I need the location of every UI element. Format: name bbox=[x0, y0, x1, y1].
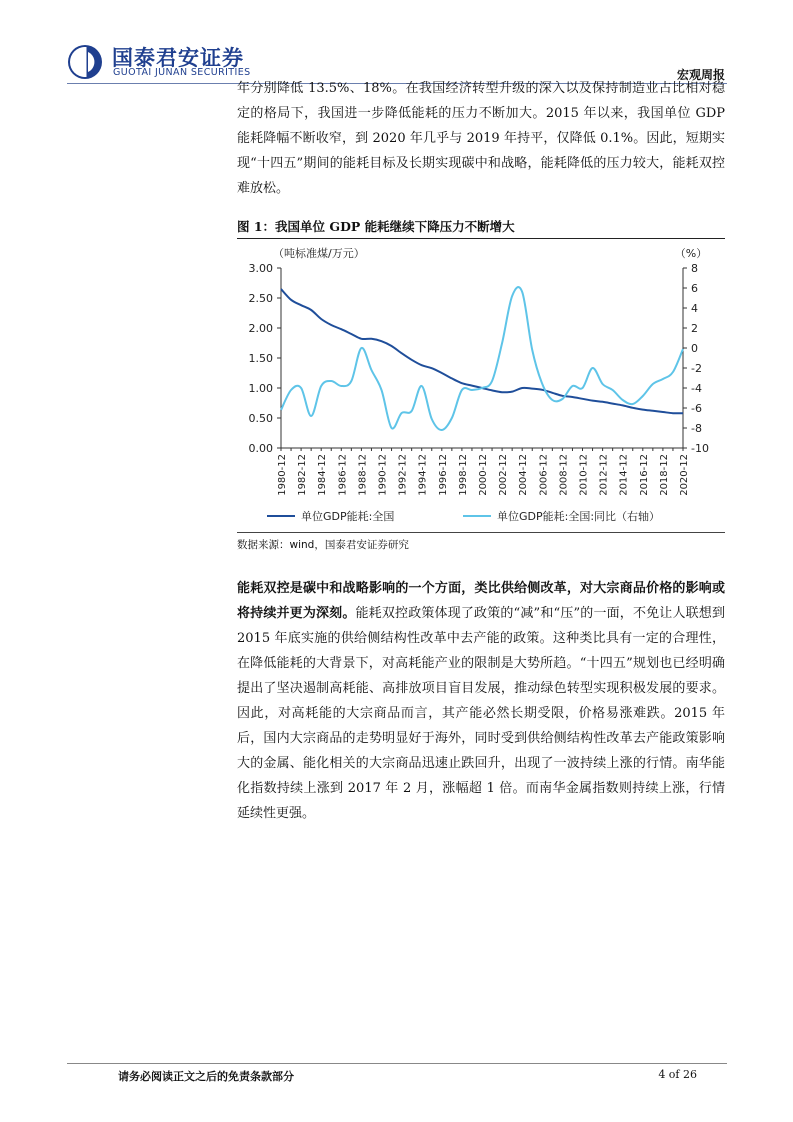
right-tick-label: -8 bbox=[691, 422, 702, 435]
x-tick-label: 1992-12 bbox=[397, 454, 409, 496]
x-tick-label: 1990-12 bbox=[377, 454, 389, 496]
x-tick-label: 1980-12 bbox=[277, 454, 288, 496]
figure-bottom-rule bbox=[237, 532, 725, 533]
legend-label-energy-intensity: 单位GDP能耗:全国 bbox=[301, 510, 395, 523]
x-tick-label: 2006-12 bbox=[538, 454, 550, 496]
figure-top-rule bbox=[237, 238, 725, 239]
x-tick-label: 1996-12 bbox=[437, 454, 449, 496]
body-paragraph-2 bbox=[237, 576, 725, 826]
left-tick-label: 0.50 bbox=[248, 412, 273, 425]
left-tick-label: 2.50 bbox=[248, 292, 273, 305]
x-tick-label: 2002-12 bbox=[498, 454, 510, 496]
chart-legend bbox=[267, 509, 660, 523]
footer-divider bbox=[67, 1063, 727, 1064]
right-tick-label: -10 bbox=[691, 442, 709, 455]
x-tick-label: 2010-12 bbox=[578, 454, 590, 496]
right-tick-label: 8 bbox=[691, 262, 698, 275]
right-tick-label: -2 bbox=[691, 362, 702, 375]
left-tick-label: 2.00 bbox=[248, 322, 273, 335]
x-tick-label: 1982-12 bbox=[297, 454, 309, 496]
energy-intensity-chart bbox=[237, 240, 725, 530]
left-tick-label: 1.00 bbox=[248, 382, 273, 395]
paragraph-2-text: 能耗双控政策体现了政策的“减”和“压”的一面，不免让人联想到 2015 年底实施的供给侧结构性改革中去产能的政策。这种类比具有一定的合理性，在降低能耗的大背景下，对高耗能产业的限制是大势所趋。“十四五”规划也已经明确提出了坚决遏制高耗能、高排放项目盲目发展，推动绿色转型实现积极发展的要求。因此，对高耗能的大宗商品而言，其产能必然长期受限，价格易涨难跌。2015 年后，国内大宗商品的走势明显好于海外，同时受到供给侧结构性改革去产能政策影响大的金属、能化相关的大宗商品迅速止跌回升，出现了一波持续上涨的行情。南华能化指数持续上涨到 2017 年 2 月，涨幅超 1 倍。而南华金属指数则持续上涨，行情延续性更强。 bbox=[237, 606, 725, 821]
x-tick-label: 2008-12 bbox=[558, 454, 570, 496]
figure-title: 图 1：我国单位 GDP 能耗继续下降压力不断增大 bbox=[237, 219, 515, 234]
series-line-energy-intensity bbox=[281, 289, 683, 413]
x-tick-label: 2020-12 bbox=[679, 454, 690, 496]
right-tick-label: -4 bbox=[691, 382, 702, 395]
right-tick-label: 6 bbox=[691, 282, 698, 295]
x-tick-label: 2004-12 bbox=[518, 454, 530, 496]
x-tick-label: 2014-12 bbox=[618, 454, 630, 496]
left-tick-label: 1.50 bbox=[248, 352, 273, 365]
right-axis-unit: （%） bbox=[674, 247, 708, 260]
company-name-en: GUOTAI JUNAN SECURITIES bbox=[113, 67, 251, 78]
footer-disclaimer: 请务必阅读正文之后的免责条款部分 bbox=[118, 1070, 294, 1083]
x-tick-label: 2018-12 bbox=[658, 454, 670, 496]
x-tick-label: 1986-12 bbox=[337, 454, 349, 496]
legend-label-yoy-change: 单位GDP能耗:全国:同比（右轴） bbox=[497, 510, 661, 523]
right-tick-label: 0 bbox=[691, 342, 698, 355]
left-axis-unit: （吨标准煤/万元） bbox=[273, 247, 365, 260]
x-tick-label: 2016-12 bbox=[638, 454, 650, 496]
paragraph-2-lead: 能耗双控是碳中和战略影响的一个方面，类比供给侧改革，对大宗商品价格的影响或将持续并更为深刻。 bbox=[237, 581, 725, 621]
company-logo-icon bbox=[67, 44, 103, 80]
x-tick-label: 1988-12 bbox=[357, 454, 369, 496]
x-tick-label: 1994-12 bbox=[417, 454, 429, 496]
body-paragraph-1: 年分别降低 13.5%、18%。在我国经济转型升级的深入以及保持制造业占比相对稳定的格局下，我国进一步降低能耗的压力不断加大。2015 年以来，我国单位 GDP 能耗降幅不断收窄，到 2020 年几乎与 2019 年持平，仅降低 0.1%。因此，短期实现“十四五”期间的能耗目标及长期实现碳中和战略，能耗降低的压力较大，能耗双控难放松。 bbox=[237, 81, 725, 196]
chart-series bbox=[281, 287, 683, 430]
right-tick-label: -6 bbox=[691, 402, 702, 415]
report-type-label: 宏观周报 bbox=[676, 68, 725, 82]
left-tick-label: 3.00 bbox=[248, 262, 273, 275]
chart-axes bbox=[249, 262, 709, 496]
page-number: 4 of 26 bbox=[658, 1068, 697, 1081]
company-name-cn: 国泰君安证券 bbox=[112, 46, 244, 70]
x-tick-label: 1984-12 bbox=[317, 454, 329, 496]
x-tick-label: 2000-12 bbox=[478, 454, 489, 496]
left-tick-label: 0.00 bbox=[248, 442, 273, 455]
right-tick-label: 4 bbox=[691, 302, 698, 315]
x-tick-label: 2012-12 bbox=[598, 454, 610, 496]
right-tick-label: 2 bbox=[691, 322, 698, 335]
figure-source: 数据来源：wind，国泰君安证券研究 bbox=[237, 539, 409, 551]
series-line-yoy-change bbox=[281, 287, 683, 430]
x-tick-label: 1998-12 bbox=[457, 454, 469, 496]
